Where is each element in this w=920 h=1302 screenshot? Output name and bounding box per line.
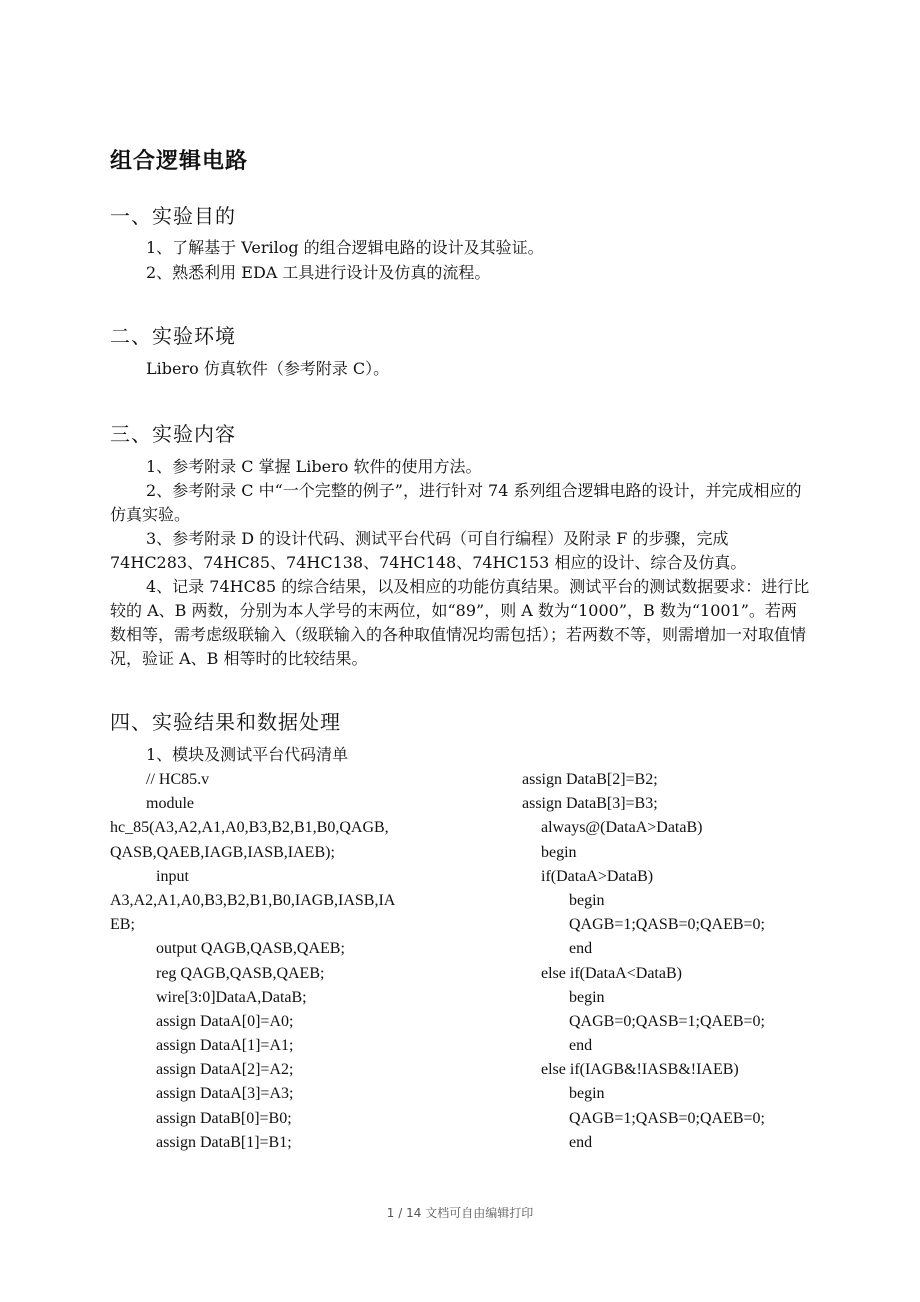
code-line: reg QAGB,QASB,QAEB; <box>156 964 325 982</box>
code-line: assign DataB[2]=B2; <box>522 771 658 788</box>
code-line: assign DataA[2]=A2; <box>156 1061 294 1079</box>
page-footer: 1 / 14 文档可自由编辑打印 <box>386 1206 534 1220</box>
code-line: wire[3:0]DataA,DataB; <box>156 988 307 1006</box>
content-item-3: 3、参考附录 D 的设计代码、测试平台代码（可自行编程）及附录 F 的步骤，完成 74HC283、74HC85、74HC138、74HC148、74HC153 相应的设计、综合及仿真。 <box>110 529 747 572</box>
code-line: hc_85(A3,A2,A1,A0,B3,B2,B1,B0,QAGB, <box>110 819 389 837</box>
code-line: assign DataB[0]=B0; <box>156 1109 292 1127</box>
section-heading-results: 四、实验结果和数据处理 <box>110 710 341 734</box>
section-heading-content: 三、实验内容 <box>110 422 236 446</box>
environment-text: Libero 仿真软件（参考附录 C）。 <box>146 359 390 378</box>
code-line: assign DataB[1]=B1; <box>156 1133 292 1151</box>
code-line: module <box>146 795 194 813</box>
code-line: begin <box>569 891 605 909</box>
code-line: always@(DataA>DataB) <box>541 819 703 837</box>
code-line: begin <box>569 988 605 1006</box>
content-item-4: 4、记录 74HC85 的综合结果，以及相应的功能仿真结果。测试平台的测试数据要求：进行比较的 A、B 两数，分别为本人学号的末两位，如“89”，则 A 数为“1000”，B 数为“1001”。若两数相等，需考虑级联输入（级联输入的各种取值情况均需包括）；若两数不等，则需增加一对取值情况，验证 A、B 相等时的比较结果。 <box>110 577 810 668</box>
code-line: if(DataA>DataB) <box>541 867 654 885</box>
code-line: else if(IAGB&!IASB&!IAEB) <box>541 1061 739 1079</box>
section-heading-purpose: 一、实验目的 <box>110 204 236 228</box>
code-line: end <box>569 1037 593 1055</box>
code-line: QAGB=0;QASB=1;QAEB=0; <box>569 1012 765 1030</box>
code-line: // HC85.v <box>146 771 210 788</box>
code-line: QAGB=1;QASB=0;QAEB=0; <box>569 1109 765 1127</box>
purpose-item-1: 1、了解基于 Verilog 的组合逻辑电路的设计及其验证。 <box>146 238 544 257</box>
code-line: assign DataA[1]=A1; <box>156 1037 294 1055</box>
code-line: assign DataB[3]=B3; <box>522 795 658 813</box>
code-line: A3,A2,A1,A0,B3,B2,B1,B0,IAGB,IASB,IA <box>110 891 396 909</box>
code-line: EB; <box>110 916 135 934</box>
code-line: assign DataA[3]=A3; <box>156 1085 294 1103</box>
purpose-item-2: 2、熟悉利用 EDA 工具进行设计及仿真的流程。 <box>146 263 491 282</box>
code-line: end <box>569 940 593 958</box>
code-line: QASB,QAEB,IAGB,IASB,IAEB); <box>110 843 335 861</box>
code-column-right <box>522 768 822 1155</box>
section-heading-environment: 二、实验环境 <box>110 324 236 348</box>
code-line: begin <box>569 1085 605 1103</box>
code-line: output QAGB,QASB,QAEB; <box>156 940 345 958</box>
code-line: end <box>569 1133 593 1151</box>
content-item-2: 2、参考附录 C 中“一个完整的例子”，进行针对 74 系列组合逻辑电路的设计，并完成相应的仿真实验。 <box>110 481 802 524</box>
results-item-1: 1、模块及测试平台代码清单 <box>146 745 349 764</box>
content-item-1: 1、参考附录 C 掌握 Libero 软件的使用方法。 <box>146 457 482 476</box>
code-line: assign DataA[0]=A0; <box>156 1012 294 1030</box>
code-line: input <box>156 867 189 885</box>
code-line: begin <box>541 843 577 861</box>
code-line: else if(DataA<DataB) <box>541 964 682 982</box>
document-title: 组合逻辑电路 <box>110 149 249 174</box>
code-line: QAGB=1;QASB=0;QAEB=0; <box>569 916 765 934</box>
code-column-left <box>110 768 450 1155</box>
